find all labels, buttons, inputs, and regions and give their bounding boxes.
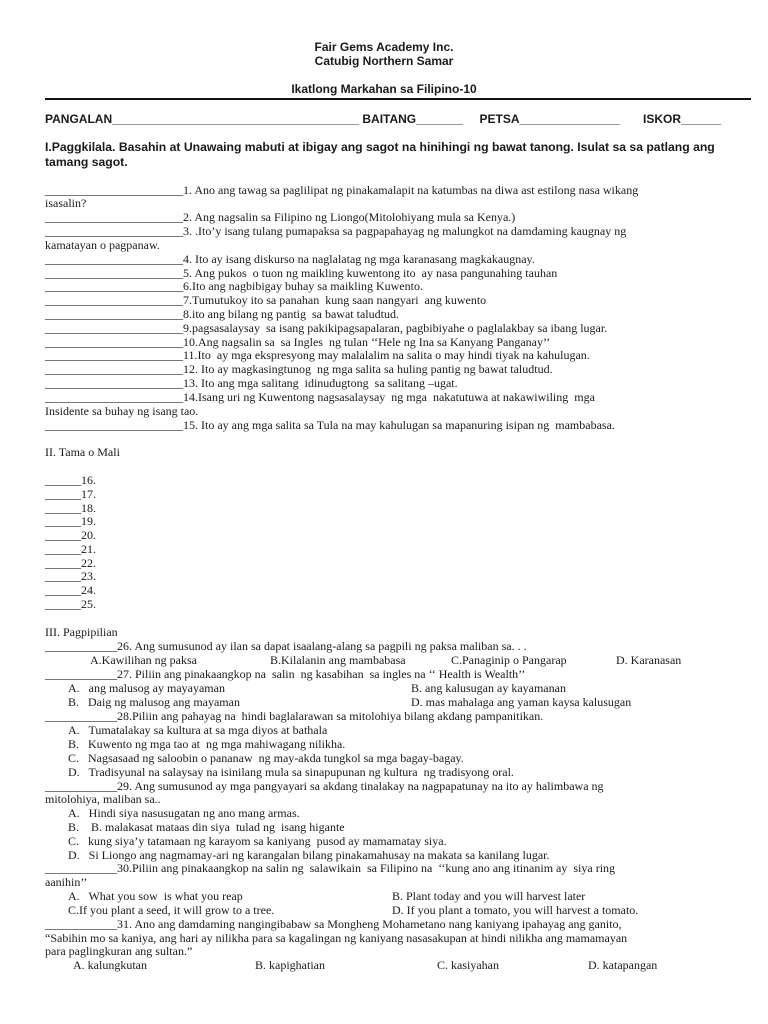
school-location: Catubig Northern Samar bbox=[314, 54, 454, 68]
tf-item-25: ______25. bbox=[45, 597, 96, 611]
q26-option-b: B.Kilalanin ang mambabasa bbox=[270, 653, 406, 667]
question-31-quote: “Sabihin mo sa kaniya, ang hari ay nilikha para sa kagalingan ng kaniyang nasasakupan at hindi nilikha ang mamamayan bbox=[45, 931, 628, 945]
q27-option-c: B. Daig ng malusog ang mayaman bbox=[68, 695, 240, 709]
tf-item-18: ______18. bbox=[45, 501, 96, 515]
item-15: _______________________15. Ito ay ang mga salita sa Tula na may kahulugan sa mapanuring isipan ng mambabasa. bbox=[45, 418, 615, 432]
q29-option-d: D. Si Liongo ang nagmamay-ari ng karangalan bilang pinakamahusay na makata sa kanilang lugar. bbox=[68, 848, 550, 862]
q29-option-a: A. Hindi siya nasusugatan ng ano mang armas. bbox=[68, 806, 300, 820]
exam-title: Ikatlong Markahan sa Filipino-10 bbox=[291, 82, 477, 96]
q27-option-a: A. ang malusog ay mayayaman bbox=[68, 681, 225, 695]
q26-option-c: C.Panaginip o Pangarap bbox=[451, 653, 567, 667]
item-11: _______________________11.Ito ay mga ekspresyong may malalalim na salita o may hindi tiyak na kahulugan. bbox=[45, 348, 590, 362]
question-29: ____________29. Ang sumusunod ay mga pangyayari sa akdang tinalakay na nagpapatunay na ito ay halimbawa ng bbox=[45, 779, 604, 793]
question-29-cont: mitolohiya, maliban sa.. bbox=[45, 792, 161, 806]
tf-item-16: ______16. bbox=[45, 473, 96, 487]
item-6: _______________________6.Ito ang nagbibigay buhay sa maikling Kuwento. bbox=[45, 279, 423, 293]
item-1-cont: isasalin? bbox=[45, 196, 87, 210]
question-31: ____________31. Ano ang damdaming nangingibabaw sa Mongheng Mohametano nang kaniyang ipahayag ang ganito, bbox=[45, 917, 622, 931]
student-info-line: PANGALAN_____________________________________ BAITANG_______ PETSA_______________ ISKOR______ bbox=[45, 112, 722, 126]
q27-option-b: B. ang kalusugan ay kayamanan bbox=[411, 681, 566, 695]
q29-option-b: B. B. malakasat mataas din siya tulad ng isang higante bbox=[68, 820, 345, 834]
q29-option-c: C. kung siya’y tatamaan ng karayom sa kaniyang pusod ay mamamatay siya. bbox=[68, 834, 447, 848]
q31-option-a: A. kalungkutan bbox=[73, 958, 147, 972]
tf-item-19: ______19. bbox=[45, 514, 96, 528]
q28-option-c: C. Nagsasaad ng saloobin o pananaw ng may-akda tungkol sa mga bagay-bagay. bbox=[68, 751, 464, 765]
question-30: ____________30.Piliin ang pinakaangkop na salin ng salawikain sa Filipino na ‘‘kung ano ang itinanim ay siya ring bbox=[45, 861, 616, 875]
section3-title: III. Pagpipilian bbox=[45, 625, 118, 639]
item-10: _______________________10.Ang nagsalin sa sa Ingles ng tulan ‘‘Hele ng Ina sa Kanyang Panganay’’ bbox=[45, 335, 551, 349]
q28-option-d: D. Tradisyunal na salaysay na isinilang mula sa sinapupunan ng kultura ng tradisyong oral. bbox=[68, 765, 514, 779]
tf-item-20: ______20. bbox=[45, 528, 96, 542]
item-3: _______________________3. .Ito’y isang tulang pumapaksa sa pagpapahayag ng malungkot na damdaming kaugnay ng bbox=[45, 224, 627, 238]
q31-option-b: B. kapighatian bbox=[255, 958, 325, 972]
item-1: _______________________1. Ano ang tawag sa paglilipat ng pinakamalapit na katumbas na diwa ast estilong nasa wikang bbox=[45, 183, 639, 197]
tf-item-22: ______22. bbox=[45, 556, 96, 570]
q26-option-d: D. Karanasan bbox=[616, 653, 682, 667]
school-name: Fair Gems Academy Inc. bbox=[314, 40, 454, 54]
item-2: _______________________2. Ang nagsalin sa Filipino ng Liongo(Mitolohiyang mula sa Kenya.) bbox=[45, 210, 516, 224]
tf-item-23: ______23. bbox=[45, 569, 96, 583]
item-14: _______________________14.Isang uri ng Kuwentong nagsasalaysay ng mga nakatutuwa at nakawiwiling mga bbox=[45, 390, 595, 404]
question-26: ____________26. Ang sumusunod ay ilan sa dapat isaalang-alang sa pagpili ng paksa maliban sa. . . bbox=[45, 639, 527, 653]
q30-option-a: A. What you sow is what you reap bbox=[68, 889, 243, 903]
item-12: _______________________12. Ito ay magkasingtunog ng mga salita sa huling pantig ng bawat taludtud. bbox=[45, 362, 553, 376]
tf-item-24: ______24. bbox=[45, 583, 96, 597]
q31-option-d: D. katapangan bbox=[588, 958, 658, 972]
q30-option-c: C.If you plant a seed, it will grow to a tree. bbox=[68, 903, 275, 917]
item-8: _______________________8.ito ang bilang ng pantig sa bawat taludtud. bbox=[45, 307, 399, 321]
q30-option-d: D. If you plant a tomato, you will harvest a tomato. bbox=[392, 903, 639, 917]
item-13: _______________________13. Ito ang mga salitang idinudugtong sa salitang –ugat. bbox=[45, 376, 458, 390]
q26-option-a: A.Kawilihan ng paksa bbox=[90, 653, 197, 667]
question-30-cont: aanihin’’ bbox=[45, 875, 88, 889]
item-9: _______________________9.pagsasalaysay sa isang pakikipagsapalaran, pagbibiyahe o paglalakbay sa ibang lugar. bbox=[45, 321, 608, 335]
item-3-cont: kamatayan o pagpanaw. bbox=[45, 238, 160, 252]
question-28: ____________28.Piliin ang pahayag na hindi baglalarawan sa mitolohiya bilang akdang pampanitikan. bbox=[45, 709, 544, 723]
item-4: _______________________4. Ito ay isang diskurso na naglalatag ng mga karanasang magkakaugnay. bbox=[45, 252, 535, 266]
q27-option-d: D. mas mahalaga ang yaman kaysa kalusugan bbox=[411, 695, 632, 709]
section2-title: II. Tama o Mali bbox=[45, 445, 120, 459]
question-27: ____________27. Piliin ang pinakaangkop na salin ng kasabihan sa ingles na ‘‘ Health is Wealth’’ bbox=[45, 667, 526, 681]
q30-option-b: B. Plant today and you will harvest later bbox=[392, 889, 586, 903]
tf-item-21: ______21. bbox=[45, 542, 96, 556]
q28-option-b: B. Kuwento ng mga tao at ng mga mahiwagang nilikha. bbox=[68, 737, 346, 751]
section1-instruction: I.Paggkilala. Basahin at Unawaing mabuti at ibigay ang sagot na hinihingi ng bawat tanong. Isulat sa sa patlang ang tamang sagot. bbox=[45, 140, 715, 169]
header-divider bbox=[45, 98, 751, 100]
q31-option-c: C. kasiyahan bbox=[437, 958, 499, 972]
question-31-quote-cont: para paglingkuran ang sultan.” bbox=[45, 944, 193, 958]
item-5: _______________________5. Ang pukos o tuon ng maikling kuwentong ito ay nasa pangunahing tauhan bbox=[45, 266, 558, 280]
item-7: _______________________7.Tumutukoy ito sa panahan kung saan nangyari ang kuwento bbox=[45, 293, 487, 307]
item-14-cont: Insidente sa buhay ng isang tao. bbox=[45, 404, 199, 418]
tf-item-17: ______17. bbox=[45, 487, 96, 501]
q28-option-a: A. Tumatalakay sa kultura at sa mga diyos at bathala bbox=[68, 723, 328, 737]
